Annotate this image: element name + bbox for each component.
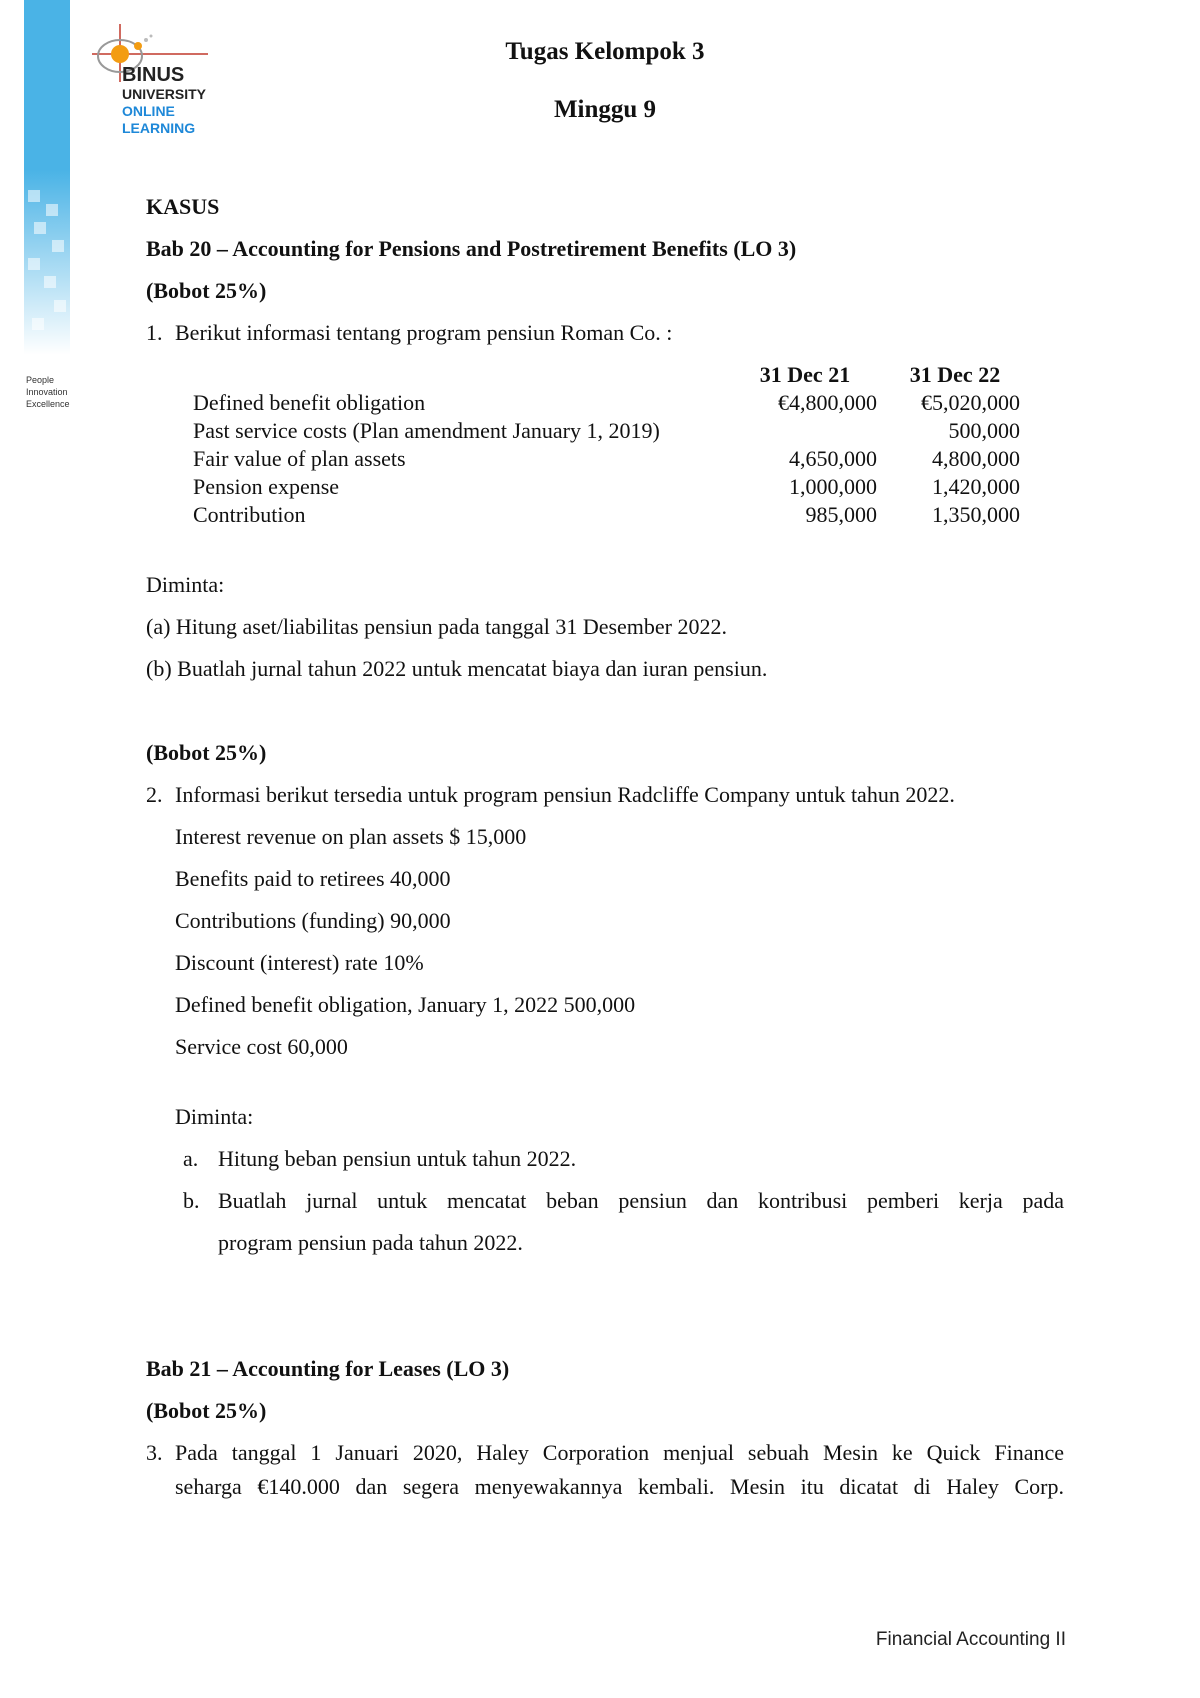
tagline-line: People [26,375,55,385]
q2-intro: Informasi berikut tersedia untuk program pensiun Radcliffe Company untuk tahun 2022. [175,782,955,807]
table-row-label: Past service costs (Plan amendment January 1, 2019) [193,418,660,443]
q3-text-line: seharga €140.000 dan segera menyewakannya kembali. Mesin itu dicatat di Haley Corp. [175,1474,1064,1499]
chapter20-weight: (Bobot 25%) [146,278,267,303]
table-row-label: Fair value of plan assets [193,446,406,471]
q2-required-text: Buatlah jurnal untuk mencatat beban pensiun dan kontribusi pemberi kerja pada [218,1188,1064,1213]
page-subtitle: Minggu 9 [553,96,657,123]
logo-university-text: UNIVERSITY [122,86,207,102]
q1-required-item: (a) Hitung aset/liabilitas pensiun pada tanggal 31 Desember 2022. [146,614,728,639]
logo-learning-text: LEARNING [122,120,196,136]
q2-required-marker: b. [183,1188,200,1213]
table-header: 31 Dec 21 [759,362,851,387]
table-row-label: Pension expense [193,474,340,499]
q2-required-text: program pensiun pada tahun 2022. [218,1230,523,1255]
table-row-label: Contribution [193,502,306,527]
table-cell: 500,000 [948,418,1020,443]
tagline-line: Innovation [26,387,68,397]
q2-number: 2. [146,782,163,807]
q2-info-item: Defined benefit obligation, January 1, 2022 500,000 [175,992,636,1017]
case-label: KASUS [146,194,220,219]
q2-required-marker: a. [183,1146,199,1171]
table-cell: 1,350,000 [932,502,1020,527]
tagline [26,374,70,410]
page-footer: Financial Accounting II [875,1629,1066,1650]
q1-intro: Berikut informasi tentang program pensiun Roman Co. : [175,320,673,345]
table-cell: €4,800,000 [778,390,877,415]
q2-required-label: Diminta: [175,1104,254,1129]
q2-required-text: Hitung beban pensiun untuk tahun 2022. [218,1146,577,1171]
table-cell: 4,800,000 [932,446,1020,471]
table-cell: 1,000,000 [789,474,877,499]
q2-info-item: Benefits paid to retirees 40,000 [175,866,451,891]
table-cell: 1,420,000 [932,474,1020,499]
q2-info-item: Interest revenue on plan assets $ 15,000 [175,824,527,849]
table-header: 31 Dec 22 [909,362,1001,387]
q3-text-line: Pada tanggal 1 Januari 2020, Haley Corporation menjual sebuah Mesin ke Quick Finance [175,1440,1064,1465]
chapter21-title: Bab 21 – Accounting for Leases (LO 3) [146,1356,510,1381]
chapter21-weight: (Bobot 25%) [146,1398,267,1423]
q2-info-item: Service cost 60,000 [175,1034,348,1059]
q2-weight: (Bobot 25%) [146,740,267,765]
q2-info-item: Discount (interest) rate 10% [175,950,424,975]
q1-number: 1. [146,320,163,345]
q1-required-label: Diminta: [146,572,225,597]
tagline-line: Excellence [26,399,70,409]
table-row-label: Defined benefit obligation [193,390,426,415]
table-cell: €5,020,000 [921,390,1020,415]
q1-required-item: (b) Buatlah jurnal tahun 2022 untuk mencatat biaya dan iuran pensiun. [146,656,768,681]
chapter20-title: Bab 20 – Accounting for Pensions and Postretirement Benefits (LO 3) [146,236,797,261]
logo-binus-text: BINUS [122,64,185,86]
page-title: Tugas Kelompok 3 [505,38,705,65]
logo-online-text: ONLINE [122,103,175,119]
q3-number: 3. [146,1440,163,1465]
q2-info-item: Contributions (funding) 90,000 [175,908,451,933]
table-cell: 4,650,000 [789,446,877,471]
table-cell: 985,000 [805,502,877,527]
